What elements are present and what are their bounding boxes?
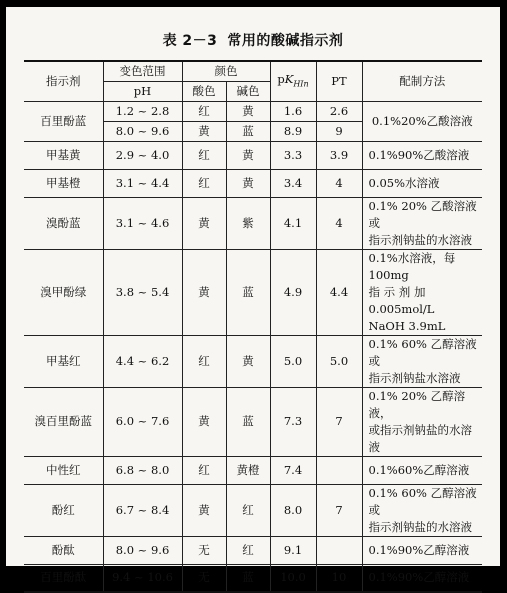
cell-pt: 9 [316,121,362,141]
cell-range: 4.4 ~ 6.2 [103,335,182,387]
cell-acid: 红 [182,456,226,484]
table-row [24,536,482,564]
cell-acid: 红 [182,169,226,197]
cell-base: 蓝 [226,249,270,335]
cell-acid: 黄 [182,249,226,335]
cell-pt: 4 [316,197,362,249]
cell-pk: 3.4 [270,169,316,197]
method-line: 指 示 剂 加 0.005mol/L [368,284,435,316]
table-row [24,564,482,592]
cell-pt: 5.0 [316,335,362,387]
table-row [24,249,482,335]
cell-name: 百里酚酞 [24,564,103,592]
cell-pk: 1.6 [270,101,316,121]
method-line: 指示剂钠盐的水溶液 [368,519,472,534]
method-line: 0.1% 60% 乙醇溶液或 [368,336,477,368]
cell-method [362,197,482,249]
cell-base: 黄 [226,101,270,121]
cell-pt: 2.6 [316,101,362,121]
cell-pk: 5.0 [270,335,316,387]
cell-acid: 无 [182,564,226,592]
cell-range: 6.7 ~ 8.4 [103,484,182,536]
cell-name: 甲基黄 [24,141,103,169]
header-pt: PT [316,61,362,101]
cell-base: 蓝 [226,387,270,456]
cell-name: 百里酚蓝 [24,101,103,141]
cell-method: 0.1%90%乙酸溶液 [362,141,482,169]
cell-acid: 红 [182,101,226,121]
method-line: 0.1% 20% 乙酸溶液或 [368,198,477,230]
cell-pk: 7.3 [270,387,316,456]
cell-name: 溴百里酚蓝 [24,387,103,456]
cell-pk: 4.9 [270,249,316,335]
header-acid-color: 酸色 [182,81,226,101]
cell-pk: 8.9 [270,121,316,141]
cell-acid: 黄 [182,197,226,249]
cell-range: 3.8 ~ 5.4 [103,249,182,335]
method-line: 指示剂钠盐的水溶液 [368,232,472,247]
cell-pk: 7.4 [270,456,316,484]
cell-acid: 红 [182,335,226,387]
cell-pt: 4 [316,169,362,197]
cell-range: 8.0 ~ 9.6 [103,536,182,564]
cell-method [362,249,482,335]
header-base-color: 碱色 [226,81,270,101]
cell-name: 溴甲酚绿 [24,249,103,335]
table-row [24,335,482,387]
cell-base: 红 [226,484,270,536]
cell-name: 酚酞 [24,536,103,564]
cell-name: 中性红 [24,456,103,484]
table-row [24,387,482,456]
cell-method: 0.1%90%乙醇溶液 [362,536,482,564]
cell-range: 9.4 ~ 10.6 [103,564,182,592]
table-row [24,101,482,121]
cell-pk: 8.0 [270,484,316,536]
header-indicator: 指示剂 [24,61,103,101]
cell-method: 0.1%20%乙酸溶液 [362,101,482,141]
table-row [24,484,482,536]
table-caption: 常用的酸碱指示剂 [227,33,344,49]
cell-acid: 黄 [182,121,226,141]
cell-method [362,387,482,456]
cell-method: 0.05%水溶液 [362,169,482,197]
cell-pt: 7 [316,387,362,456]
table-number: 表 2－3 [162,33,218,49]
cell-base: 蓝 [226,121,270,141]
table-row [24,197,482,249]
method-line: 0.1% 20% 乙醇溶液， [368,388,466,420]
cell-range: 1.2 ~ 2.8 [103,101,182,121]
table-row [24,141,482,169]
document-page [6,7,500,585]
cell-base: 黄橙 [226,456,270,484]
cell-pk: 9.1 [270,536,316,564]
method-line: NaOH 3.9mL [368,318,446,333]
indicator-table [24,60,482,593]
cell-acid: 红 [182,141,226,169]
method-line: 或指示剂钠盐的水溶液 [368,422,472,454]
cell-name: 酚红 [24,484,103,536]
cell-base: 黄 [226,141,270,169]
cell-range: 6.8 ~ 8.0 [103,456,182,484]
table-row [24,456,482,484]
cell-method [362,335,482,387]
cell-base: 蓝 [226,564,270,592]
cell-pt: 7 [316,484,362,536]
method-line: 0.1%水溶液，每100mg [368,250,456,282]
cell-name: 溴酚蓝 [24,197,103,249]
header-pk: $pK_{HIn}$ [270,61,316,101]
cell-range: 8.0 ~ 9.6 [103,121,182,141]
cell-base: 黄 [226,335,270,387]
cell-name: 甲基红 [24,335,103,387]
cell-range: 3.1 ~ 4.4 [103,169,182,197]
cell-base: 紫 [226,197,270,249]
cell-range: 3.1 ~ 4.6 [103,197,182,249]
cell-method: 0.1%90%乙醇溶液 [362,564,482,592]
cell-range: 2.9 ~ 4.0 [103,141,182,169]
method-line: 0.1% 60% 乙醇溶液或 [368,485,477,517]
table-title [6,30,500,50]
cell-pt: 3.9 [316,141,362,169]
cell-name: 甲基橙 [24,169,103,197]
cell-base: 黄 [226,169,270,197]
cell-pt: 10 [316,564,362,592]
cell-pt [316,456,362,484]
header-ph: pH [103,81,182,101]
cell-pk: 3.3 [270,141,316,169]
header-method: 配制方法 [362,61,482,101]
cell-range: 6.0 ~ 7.6 [103,387,182,456]
cell-acid: 黄 [182,484,226,536]
header-range: 变色范围 [103,61,182,81]
table-row [24,169,482,197]
cell-pt [316,536,362,564]
cell-method: 0.1%60%乙醇溶液 [362,456,482,484]
method-line: 指示剂钠盐水溶液 [368,370,461,385]
cell-acid: 黄 [182,387,226,456]
cell-pk: 4.1 [270,197,316,249]
cell-acid: 无 [182,536,226,564]
cell-pt: 4.4 [316,249,362,335]
header-color: 颜色 [182,61,270,81]
cell-pk: 10.0 [270,564,316,592]
cell-base: 红 [226,536,270,564]
cell-method [362,484,482,536]
